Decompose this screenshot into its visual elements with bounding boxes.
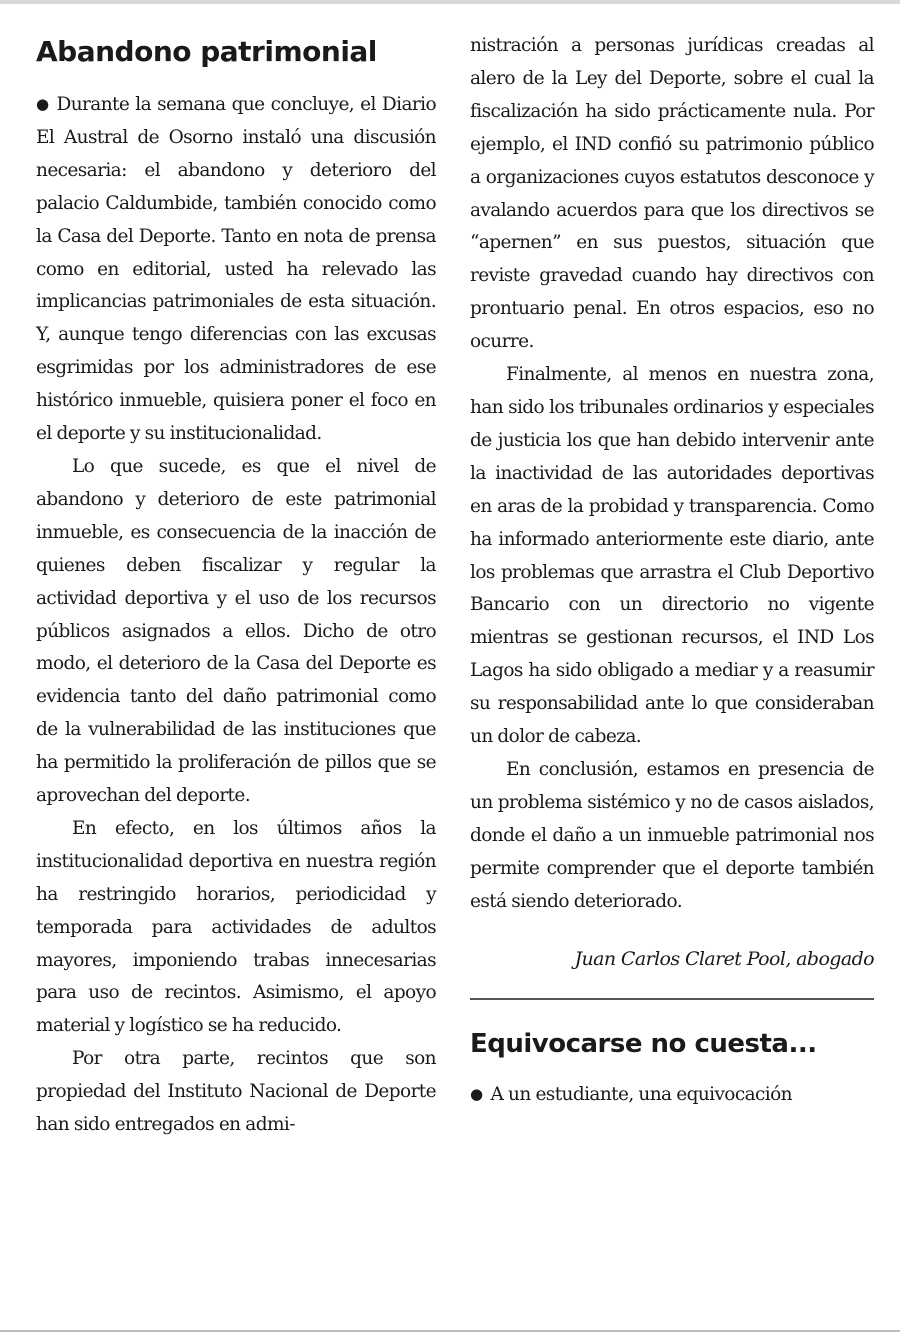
letter-paragraph-5: Finalmente, al menos en nuestra zona, han sido los tribunales ordinarios y especiales de justicia los que han debido intervenir ante la inactividad de las autoridades deportivas en aras de la probidad y transparencia. Como ha informado anteriormente este diario, ante los problemas que arrastra el Club Deportivo Bancario con un directorio no vigente mientras se gestionan recursos, el IND Los Lagos ha sido obligado a mediar y a reasumir su responsabilidad ante lo que consideraban un dolor de cabeza. — [470, 364, 874, 748]
right-column — [470, 30, 874, 1112]
paragraph-4-text: Por otra parte, recintos que son propiedad del Instituto Nacional de Deporte han sido entregados en admi- — [36, 1048, 436, 1136]
letter-paragraph-3: En efecto, en los últimos años la institucionalidad deportiva en nuestra región ha restringido horarios, periodicidad y temporada para actividades de adultos mayores, imponiendo trabas innecesarias para uso de recintos. Asimismo, el apoyo material y logístico se ha reducido. — [36, 817, 436, 1037]
paragraph-text: Durante la semana que concluye, el Diario El Austral de Osorno instaló una discusión necesaria: el abandono y deterioro del palacio Caldumbide, también conocido como la Casa del Deporte. Tanto en nota de prensa como en editorial, usted ha relevado las implicancias patrimoniales de esta situación. Y, aunque tengo diferencias con las excusas esgrimidas por los administradores de ese histórico inmueble, quisiera poner el foco en el deporte y su institucionalidad. — [36, 94, 436, 445]
divider — [470, 998, 874, 1000]
bullet-icon: ● — [36, 95, 49, 113]
bottom-page-edge — [0, 1330, 900, 1332]
letter-paragraph-1 — [36, 88, 436, 451]
paragraph-4-cont-text: nistración a personas jurídicas creadas al alero de la Ley del Deporte, sobre el cual la fiscalización ha sido prácticamente nula. Por ejemplo, el IND confió su patrimonio público a organizaciones cuyos estatutos desconoce y avalando acuerdos para que los directivos se “apernen” en sus puestos, situación que reviste gravedad cuando hay directivos con prontuario penal. En otros espacios, eso no ocurre. — [470, 35, 874, 353]
bullet-icon: ● — [470, 1085, 483, 1104]
letter-paragraph-4-start — [36, 1043, 436, 1142]
letter-headline: Abandono patrimonial — [36, 35, 377, 68]
second-letter-text: A un estudiante, una equivocación — [490, 1084, 792, 1106]
top-page-edge — [0, 0, 900, 4]
signature: Juan Carlos Claret Pool, abogado — [574, 948, 874, 971]
left-column — [36, 30, 436, 1142]
letter-paragraph-6: En conclusión, estamos en presencia de un problema sistémico y no de casos aislados, donde el daño a un inmueble patrimonial nos permite comprender que el deporte también está siendo deteriorado. — [470, 758, 874, 912]
letter-paragraph-2: Lo que sucede, es que el nivel de abandono y deterioro de este patrimonial inmueble, es consecuencia de la inacción de quienes deben fiscalizar y regular la actividad deportiva y el uso de los recursos públicos asignados a ellos. Dicho de otro modo, el deterioro de la Casa del Deporte es evidencia tanto del daño patrimonial como de la vulnerabilidad de las instituciones que ha permitido la proliferación de pillos que se aprovechan del deporte. — [36, 455, 436, 807]
second-letter-headline: Equivocarse no cuesta... — [470, 1029, 817, 1060]
letter-paragraph-4-cont — [470, 30, 874, 359]
second-letter-paragraph — [470, 1078, 874, 1112]
